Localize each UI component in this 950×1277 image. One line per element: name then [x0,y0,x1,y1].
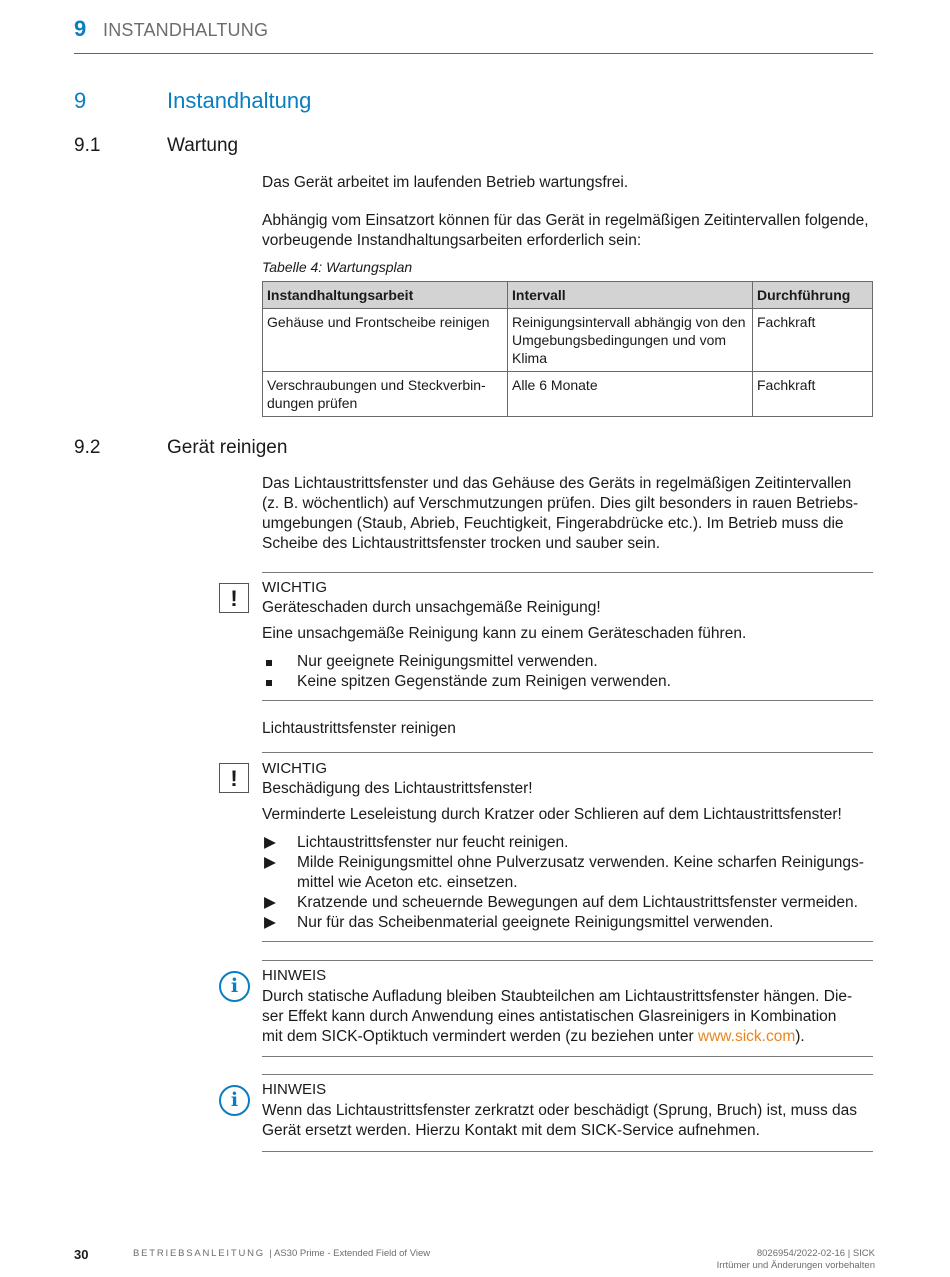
notice-bottom-rule [262,700,873,701]
play-arrow-icon: ▶ [264,894,276,911]
paragraph-line: vorbeugende Instandhaltungsarbeiten erforderlich sein: [262,232,642,249]
info-icon: i [219,971,250,1002]
sick-website-link[interactable]: www.sick.com [697,1028,796,1045]
list-item: Nur geeignete Reinigungsmittel verwenden. [262,652,874,672]
bullet-square-icon [266,660,272,666]
notice-text: Wenn das Lichtaustrittsfenster zerkratzt oder beschädigt (Sprung, Bruch) ist, muss das Gerät ersetzt werden. Hierzu Kontakt mit dem SICK-Service aufnehmen. [262,1102,858,1139]
table-caption: Tabelle 4: Wartungsplan [262,259,413,275]
page-number: 30 [74,1247,89,1262]
table-cell: Reinigungsintervall abhängig von den Umgebungsbedingungen und vom Klima [508,309,753,372]
exclamation-icon: ! [219,583,249,613]
notice-top-rule [262,572,873,573]
paragraph-line: Das Lichtaustrittsfenster und das Gehäuse des Geräts in regelmäßigen Zeitintervallen [262,475,852,492]
paragraph [262,211,874,251]
play-arrow-icon: ▶ [264,914,276,931]
notice-top-rule [262,1074,873,1075]
exclamation-icon: ! [219,763,249,793]
paragraph-line: Scheibe des Lichtaustrittsfenster trocken und sauber sein. [262,535,661,552]
footer-document-title: BETRIEBSANLEITUNG | AS30 Prime - Extended Field of View [133,1248,431,1259]
notice-top-rule [262,752,873,753]
list-item: ▶ Lichtaustrittsfenster nur feucht reinigen. [264,834,569,851]
bullet-square-icon [266,680,272,686]
notice-text: Eine unsachgemäße Reinigung kann zu einem Geräteschaden führen. [262,625,747,642]
notice-label: HINWEIS [262,967,327,984]
table-cell: Alle 6 Monate [508,372,753,417]
notice-text: Durch statische Aufladung bleiben Staubteilchen am Lichtaustrittsfenster hängen. Die- ser Effekt kann durch Anwendung eines antistatischen Glasreinigers in Kombination mit dem SICK-Optiktuch vermindert werden (zu beziehen unter www.sick.com). [262,988,853,1045]
bullet-list [262,652,874,692]
header-chapter-number: 9 [74,16,87,41]
notice-label: WICHTIG [262,579,327,596]
list-item: ▶ Kratzende und scheuernde Bewegungen auf dem Lichtaustrittsfenster vermeiden. [264,894,858,911]
section-number: 9.2 [74,437,101,458]
notice-bottom-rule [262,1056,873,1057]
notice-label: WICHTIG [262,760,327,777]
paragraph-line: (z. B. wöchentlich) auf Verschmutzungen prüfen. Dies gilt besonders in rauen Betriebs- [262,495,859,512]
header-chapter-title: INSTANDHALTUNG [103,20,269,40]
header-divider [74,53,873,54]
column-header: Intervall [508,282,753,309]
info-icon: i [219,1085,250,1116]
paragraph: Das Gerät arbeitet im laufenden Betrieb wartungsfrei. [262,174,629,191]
play-arrow-icon: ▶ [264,834,276,851]
table-cell: Gehäuse und Frontscheibe reinigen [263,309,508,372]
table-header-row [263,282,873,309]
notice-label: HINWEIS [262,1081,327,1098]
list-item: ▶ Milde Reinigungsmittel ohne Pulverzusatz verwenden. Keine scharfen Reinigungs- mittel wie Aceton etc. einsetzen. [264,854,864,891]
table-cell: Fachkraft [753,372,873,417]
maintenance-table [262,281,873,417]
list-item: Keine spitzen Gegenstände zum Reinigen verwenden. [262,672,874,692]
table-cell: Fachkraft [753,309,873,372]
section-number: 9.1 [74,135,101,156]
notice-text: Verminderte Leseleistung durch Kratzer oder Schlieren auf dem Lichtaustrittsfenster! [262,806,842,823]
chapter-title: Instandhaltung [167,88,312,113]
paragraph-line: umgebungen (Staub, Abrieb, Feuchtigkeit, Fingerabdrücke etc.). Im Betrieb muss die [262,515,844,532]
chapter-number: 9 [74,88,87,113]
table-row [263,309,873,372]
paragraph [262,474,874,554]
column-header: Instandhaltungsarbeit [263,282,508,309]
play-arrow-icon: ▶ [264,854,276,871]
section-title: Gerät reinigen [167,437,288,458]
notice-bottom-rule [262,1151,873,1152]
notice-bottom-rule [262,941,873,942]
table-cell: Verschraubungen und Steckverbindungen prüfen [263,372,508,417]
list-item: ▶ Nur für das Scheibenmaterial geeignete Reinigungsmittel verwenden. [264,914,774,931]
notice-title: Geräteschaden durch unsachgemäße Reinigung! [262,599,601,616]
column-header: Durchführung [753,282,873,309]
notice-title: Beschädigung des Lichtaustrittsfenster! [262,780,533,797]
footer-document-info: 8026954/2022-02-16 | SICK Irrtümer und Änderungen vorbehalten [716,1248,875,1271]
step-list [262,833,874,933]
table-row [263,372,873,417]
section-title: Wartung [167,135,239,156]
notice-top-rule [262,960,873,961]
paragraph-line: Abhängig vom Einsatzort können für das Gerät in regelmäßigen Zeitintervallen folgende, [262,212,869,229]
subheading: Lichtaustrittsfenster reinigen [262,720,456,737]
